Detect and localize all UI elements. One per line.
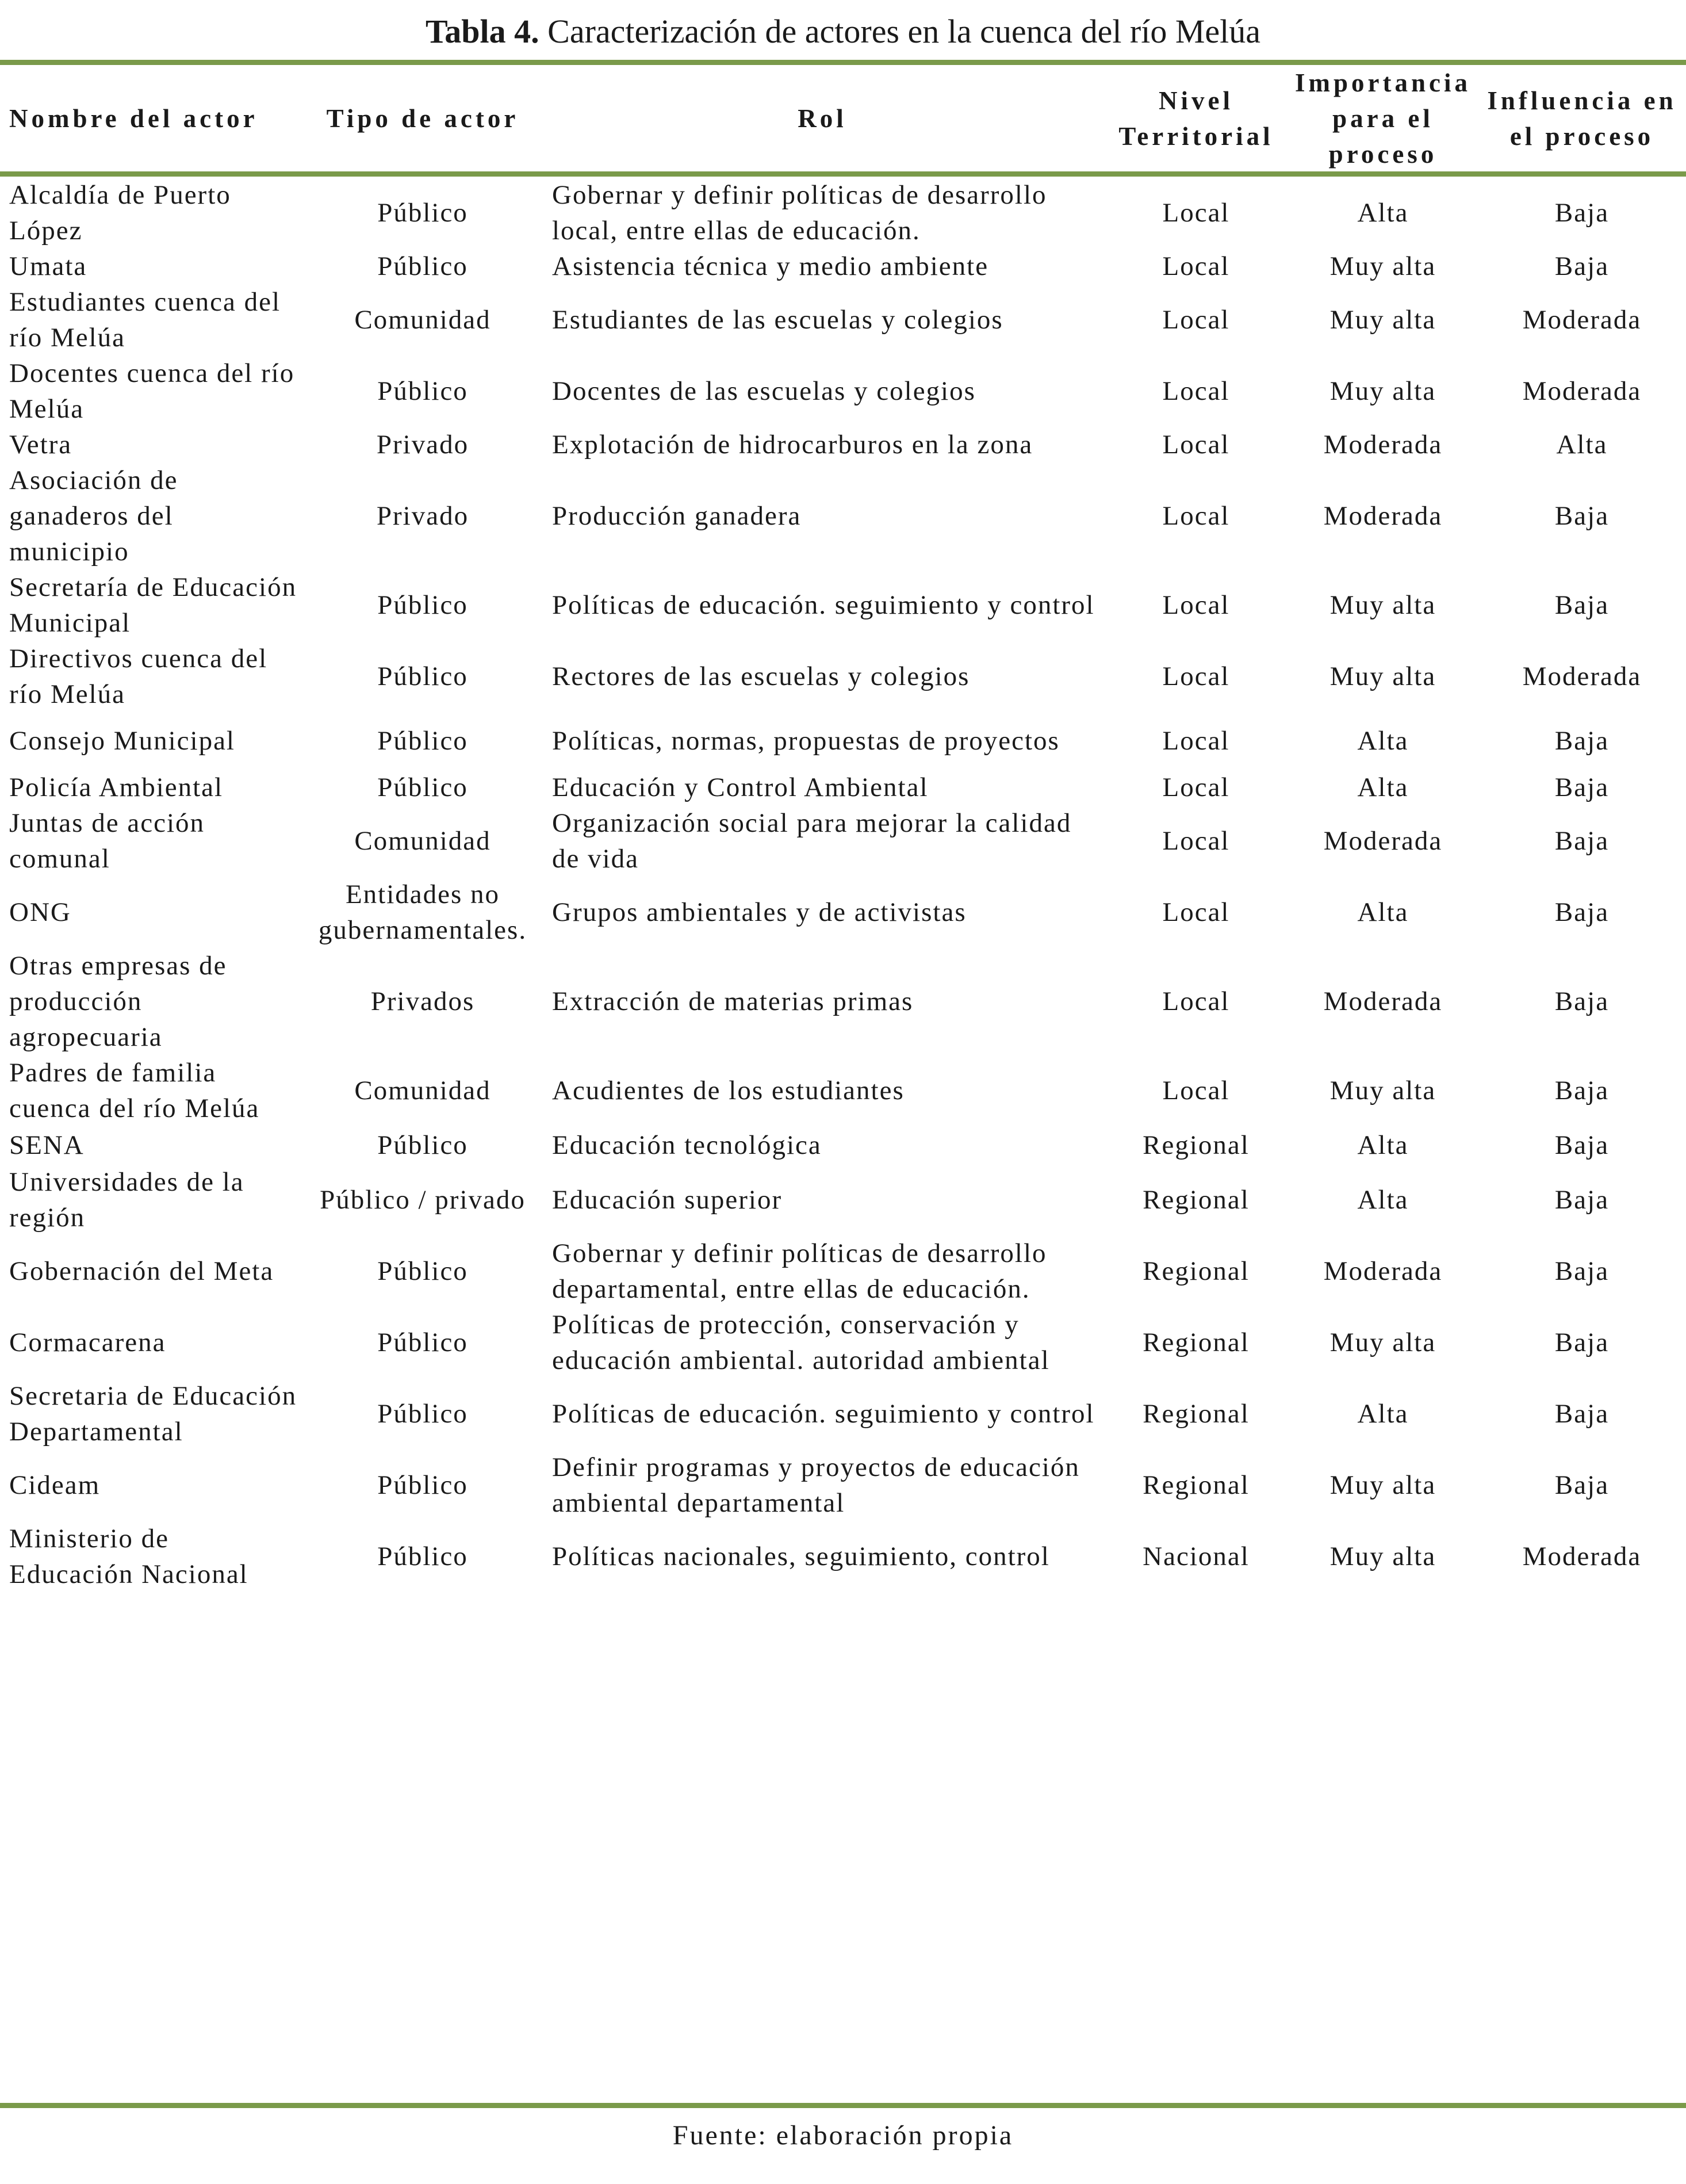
cell-nivel: Local bbox=[1162, 726, 1230, 756]
cell-rol: Políticas de educación. seguimiento y control bbox=[552, 1399, 1095, 1429]
cell-name: Asociación de ganaderos del municipio bbox=[9, 465, 178, 567]
cell-rol: Educación tecnológica bbox=[552, 1130, 822, 1160]
cell-nivel: Local bbox=[1162, 251, 1230, 281]
cell-rol: Políticas de educación. seguimiento y control bbox=[552, 590, 1095, 620]
cell-rol: Docentes de las escuelas y colegios bbox=[552, 376, 976, 406]
table-caption bbox=[0, 6, 1686, 58]
table-row bbox=[0, 770, 1686, 805]
cell-importancia: Alta bbox=[1357, 198, 1409, 228]
cell-rol: Rectores de las escuelas y colegios bbox=[552, 661, 970, 691]
cell-nivel: Regional bbox=[1143, 1399, 1250, 1429]
cell-rol: Organización social para mejorar la calidad de vida bbox=[552, 808, 1072, 874]
cell-name: Secretaría de Educación Municipal bbox=[9, 572, 297, 638]
cell-rol: Acudientes de los estudiantes bbox=[552, 1076, 905, 1106]
cell-tipo: Público bbox=[377, 376, 468, 406]
cell-name: Otras empresas de producción agropecuaria bbox=[9, 951, 227, 1052]
cell-name: Padres de familia cuenca del río Melúa bbox=[9, 1058, 260, 1123]
header-row bbox=[0, 65, 1686, 172]
table-row bbox=[0, 712, 1686, 770]
cell-rol: Definir programas y proyectos de educación ambiental departamental bbox=[552, 1452, 1080, 1518]
column-header-name: Nombre del actor bbox=[9, 104, 258, 133]
cell-influencia: Baja bbox=[1554, 1130, 1610, 1160]
table-row bbox=[0, 1378, 1686, 1449]
cell-nivel: Local bbox=[1162, 1076, 1230, 1106]
cell-influencia: Baja bbox=[1554, 1399, 1610, 1429]
cell-name: Ministerio de Educación Nacional bbox=[9, 1524, 248, 1589]
table-row bbox=[0, 248, 1686, 284]
cell-importancia: Alta bbox=[1357, 1130, 1409, 1160]
cell-importancia: Alta bbox=[1357, 1185, 1409, 1215]
column-header-influencia: Influencia en el proceso bbox=[1487, 86, 1677, 151]
cell-rol: Asistencia técnica y medio ambiente bbox=[552, 251, 989, 281]
cell-nivel: Local bbox=[1162, 826, 1230, 856]
cell-name: Directivos cuenca del río Melúa bbox=[9, 644, 268, 709]
cell-nivel: Local bbox=[1162, 501, 1230, 531]
cell-importancia: Muy alta bbox=[1329, 1470, 1436, 1500]
cell-tipo: Comunidad bbox=[354, 1076, 491, 1106]
cell-name: Vetra bbox=[9, 430, 72, 460]
cell-influencia: Baja bbox=[1554, 198, 1610, 228]
cell-importancia: Alta bbox=[1357, 1399, 1409, 1429]
cell-rol: Gobernar y definir políticas de desarrollo departamental, entre ellas de educación. bbox=[552, 1238, 1047, 1304]
cell-importancia: Moderada bbox=[1323, 826, 1443, 856]
table-row bbox=[0, 1521, 1686, 1592]
table-body bbox=[0, 177, 1686, 1592]
cell-tipo: Entidades no gubernamentales. bbox=[318, 879, 527, 945]
cell-name: Policía Ambiental bbox=[9, 772, 224, 802]
cell-rol: Políticas nacionales, seguimiento, control bbox=[552, 1542, 1050, 1571]
cell-tipo: Público bbox=[377, 1256, 468, 1286]
cell-importancia: Muy alta bbox=[1329, 305, 1436, 335]
column-header-importancia: Importancia para el proceso bbox=[1295, 68, 1471, 169]
table-row bbox=[0, 1055, 1686, 1126]
cell-importancia: Muy alta bbox=[1329, 1542, 1436, 1571]
cell-tipo: Comunidad bbox=[354, 826, 491, 856]
cell-rol: Producción ganadera bbox=[552, 501, 802, 531]
cell-influencia: Baja bbox=[1554, 1076, 1610, 1106]
cell-nivel: Local bbox=[1162, 661, 1230, 691]
cell-importancia: Muy alta bbox=[1329, 251, 1436, 281]
cell-tipo: Público bbox=[377, 1470, 468, 1500]
table-row bbox=[0, 1307, 1686, 1378]
source-note: Fuente: elaboración propia bbox=[672, 2120, 1014, 2151]
table-row bbox=[0, 462, 1686, 569]
table-row bbox=[0, 1164, 1686, 1236]
cell-nivel: Regional bbox=[1143, 1185, 1250, 1215]
column-header-tipo: Tipo de actor bbox=[326, 104, 519, 133]
table-row bbox=[0, 569, 1686, 641]
cell-importancia: Alta bbox=[1357, 726, 1409, 756]
cell-importancia: Muy alta bbox=[1329, 1076, 1436, 1106]
table-row bbox=[0, 1236, 1686, 1307]
cell-nivel: Regional bbox=[1143, 1470, 1250, 1500]
cell-influencia: Alta bbox=[1556, 430, 1608, 460]
cell-importancia: Muy alta bbox=[1329, 376, 1436, 406]
cell-name: SENA bbox=[9, 1130, 85, 1160]
cell-influencia: Baja bbox=[1554, 501, 1610, 531]
caption-label: Tabla 4. bbox=[425, 13, 539, 50]
table-row bbox=[0, 355, 1686, 427]
cell-name: Juntas de acción comunal bbox=[9, 808, 205, 874]
cell-tipo: Público bbox=[377, 1130, 468, 1160]
cell-nivel: Local bbox=[1162, 305, 1230, 335]
cell-name: Docentes cuenca del río Melúa bbox=[9, 358, 295, 424]
cell-rol: Gobernar y definir políticas de desarrollo local, entre ellas de educación. bbox=[552, 180, 1047, 246]
cell-tipo: Público bbox=[377, 1328, 468, 1357]
table-row bbox=[0, 1126, 1686, 1164]
table-row bbox=[0, 284, 1686, 355]
cell-influencia: Baja bbox=[1554, 1185, 1610, 1215]
cell-rol: Grupos ambientales y de activistas bbox=[552, 897, 967, 927]
cell-influencia: Baja bbox=[1554, 251, 1610, 281]
cell-influencia: Baja bbox=[1554, 1256, 1610, 1286]
cell-rol: Políticas de protección, conservación y educación ambiental. autoridad ambiental bbox=[552, 1310, 1050, 1375]
cell-tipo: Público bbox=[377, 590, 468, 620]
cell-influencia: Baja bbox=[1554, 826, 1610, 856]
cell-importancia: Moderada bbox=[1323, 501, 1443, 531]
cell-name: Secretaria de Educación Departamental bbox=[9, 1381, 297, 1447]
cell-rol: Educación superior bbox=[552, 1185, 783, 1215]
cell-name: Estudiantes cuenca del río Melúa bbox=[9, 287, 281, 353]
table-row bbox=[0, 805, 1686, 877]
cell-importancia: Muy alta bbox=[1329, 661, 1436, 691]
cell-influencia: Baja bbox=[1554, 897, 1610, 927]
cell-tipo: Público bbox=[377, 1542, 468, 1571]
actors-table bbox=[0, 65, 1686, 1592]
cell-influencia: Moderada bbox=[1522, 1542, 1642, 1571]
cell-rol: Explotación de hidrocarburos en la zona bbox=[552, 430, 1033, 460]
caption-text: Caracterización de actores en la cuenca del río Melúa bbox=[547, 13, 1261, 50]
cell-nivel: Local bbox=[1162, 897, 1230, 927]
table-row bbox=[0, 1449, 1686, 1521]
cell-tipo: Público bbox=[377, 198, 468, 228]
top-rule bbox=[0, 60, 1686, 65]
column-header-rol: Rol bbox=[798, 104, 847, 133]
cell-importancia: Moderada bbox=[1323, 986, 1443, 1016]
cell-importancia: Moderada bbox=[1323, 1256, 1443, 1286]
cell-name: Gobernación del Meta bbox=[9, 1256, 274, 1286]
cell-name: Universidades de la región bbox=[9, 1167, 244, 1233]
cell-influencia: Baja bbox=[1554, 726, 1610, 756]
table-row bbox=[0, 177, 1686, 248]
cell-rol: Estudiantes de las escuelas y colegios bbox=[552, 305, 1003, 335]
cell-rol: Políticas, normas, propuestas de proyectos bbox=[552, 726, 1060, 756]
cell-influencia: Baja bbox=[1554, 986, 1610, 1016]
cell-tipo: Público bbox=[377, 1399, 468, 1429]
cell-nivel: Regional bbox=[1143, 1256, 1250, 1286]
cell-nivel: Local bbox=[1162, 198, 1230, 228]
cell-nivel: Local bbox=[1162, 590, 1230, 620]
cell-tipo: Privados bbox=[370, 986, 475, 1016]
cell-influencia: Baja bbox=[1554, 590, 1610, 620]
cell-importancia: Muy alta bbox=[1329, 1328, 1436, 1357]
cell-influencia: Moderada bbox=[1522, 661, 1642, 691]
cell-influencia: Moderada bbox=[1522, 305, 1642, 335]
cell-influencia: Baja bbox=[1554, 1470, 1610, 1500]
cell-nivel: Local bbox=[1162, 430, 1230, 460]
cell-nivel: Local bbox=[1162, 772, 1230, 802]
cell-name: Umata bbox=[9, 251, 87, 281]
cell-influencia: Baja bbox=[1554, 772, 1610, 802]
cell-rol: Extracción de materias primas bbox=[552, 986, 914, 1016]
cell-nivel: Regional bbox=[1143, 1328, 1250, 1357]
cell-importancia: Alta bbox=[1357, 772, 1409, 802]
cell-tipo: Público / privado bbox=[320, 1185, 526, 1215]
cell-name: Alcaldía de Puerto López bbox=[9, 180, 231, 246]
cell-name: Cideam bbox=[9, 1470, 101, 1500]
cell-nivel: Nacional bbox=[1143, 1542, 1250, 1571]
cell-rol: Educación y Control Ambiental bbox=[552, 772, 929, 802]
cell-tipo: Público bbox=[377, 772, 468, 802]
cell-importancia: Muy alta bbox=[1329, 590, 1436, 620]
cell-importancia: Alta bbox=[1357, 897, 1409, 927]
table-row bbox=[0, 877, 1686, 948]
column-header-nivel: Nivel Territorial bbox=[1118, 86, 1274, 151]
cell-tipo: Público bbox=[377, 726, 468, 756]
table-row bbox=[0, 427, 1686, 462]
cell-influencia: Baja bbox=[1554, 1328, 1610, 1357]
cell-influencia: Moderada bbox=[1522, 376, 1642, 406]
cell-tipo: Privado bbox=[376, 501, 469, 531]
cell-tipo: Comunidad bbox=[354, 305, 491, 335]
cell-name: Cormacarena bbox=[9, 1328, 166, 1357]
table-row bbox=[0, 641, 1686, 712]
cell-tipo: Público bbox=[377, 251, 468, 281]
cell-nivel: Local bbox=[1162, 376, 1230, 406]
bottom-rule bbox=[0, 2103, 1686, 2108]
cell-name: ONG bbox=[9, 897, 71, 927]
table-row bbox=[0, 948, 1686, 1055]
cell-name: Consejo Municipal bbox=[9, 726, 235, 756]
cell-importancia: Moderada bbox=[1323, 430, 1443, 460]
cell-tipo: Público bbox=[377, 661, 468, 691]
cell-nivel: Regional bbox=[1143, 1130, 1250, 1160]
cell-tipo: Privado bbox=[376, 430, 469, 460]
cell-nivel: Local bbox=[1162, 986, 1230, 1016]
